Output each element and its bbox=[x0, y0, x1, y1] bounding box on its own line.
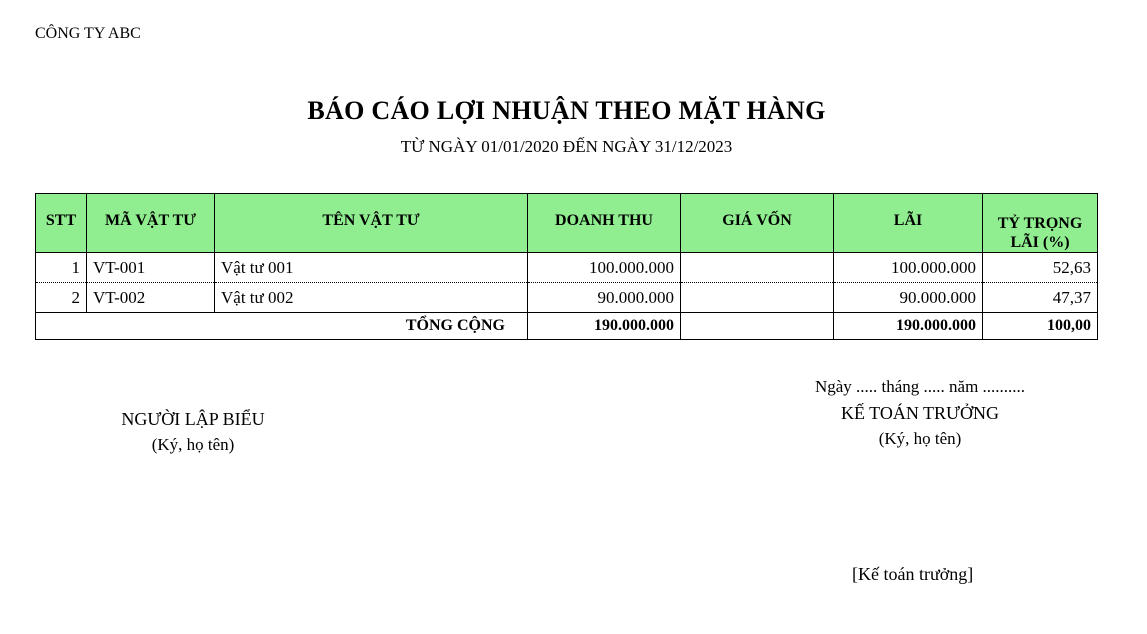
cell-name: Vật tư 001 bbox=[215, 253, 528, 283]
preparer-sign-note: (Ký, họ tên) bbox=[151, 435, 235, 454]
total-profit: 190.000.000 bbox=[834, 313, 983, 340]
cell-cost bbox=[681, 283, 834, 313]
chief-accountant-role: KẾ TOÁN TRƯỞNG bbox=[841, 403, 999, 423]
total-cost bbox=[681, 313, 834, 340]
total-revenue: 190.000.000 bbox=[528, 313, 681, 340]
cell-code: VT-002 bbox=[87, 283, 215, 313]
report-title: BÁO CÁO LỢI NHUẬN THEO MẶT HÀNG bbox=[307, 96, 826, 125]
cell-name: Vật tư 002 bbox=[215, 283, 528, 313]
total-ratio: 100,00 bbox=[983, 313, 1098, 340]
total-label: TỔNG CỘNG bbox=[36, 313, 528, 340]
total-row bbox=[36, 313, 1098, 340]
cell-revenue: 100.000.000 bbox=[528, 253, 681, 283]
cell-cost bbox=[681, 253, 834, 283]
chief-accountant-sign-note: (Ký, họ tên) bbox=[878, 429, 962, 448]
preparer-signature-block bbox=[93, 406, 293, 458]
header-ratio: TỶ TRỌNG LÃI (%) bbox=[983, 194, 1098, 253]
report-period: TỪ NGÀY 01/01/2020 ĐẾN NGÀY 31/12/2023 bbox=[400, 137, 733, 156]
cell-ratio: 47,37 bbox=[983, 283, 1098, 313]
preparer-role: NGƯỜI LẬP BIỂU bbox=[121, 409, 265, 429]
cell-ratio: 52,63 bbox=[983, 253, 1098, 283]
header-revenue: DOANH THU bbox=[528, 194, 681, 253]
cell-stt: 1 bbox=[36, 253, 87, 283]
profit-table bbox=[35, 193, 1098, 340]
header-name: TÊN VẬT TƯ bbox=[215, 194, 528, 253]
company-name: CÔNG TY ABC bbox=[35, 25, 141, 42]
cell-revenue: 90.000.000 bbox=[528, 283, 681, 313]
cell-stt: 2 bbox=[36, 283, 87, 313]
table-row bbox=[36, 283, 1098, 313]
header-stt: STT bbox=[36, 194, 87, 253]
table-header-row bbox=[36, 194, 1098, 253]
table-row bbox=[36, 253, 1098, 283]
chief-accountant-signature-block bbox=[790, 374, 1050, 452]
cell-profit: 100.000.000 bbox=[834, 253, 983, 283]
date-line: Ngày ..... tháng ..... năm .......... bbox=[814, 377, 1026, 396]
header-cost: GIÁ VỐN bbox=[681, 194, 834, 253]
chief-accountant-name: [Kế toán trưởng] bbox=[852, 564, 974, 584]
header-profit: LÃI bbox=[834, 194, 983, 253]
cell-profit: 90.000.000 bbox=[834, 283, 983, 313]
cell-code: VT-001 bbox=[87, 253, 215, 283]
header-code: MÃ VẬT TƯ bbox=[87, 194, 215, 253]
